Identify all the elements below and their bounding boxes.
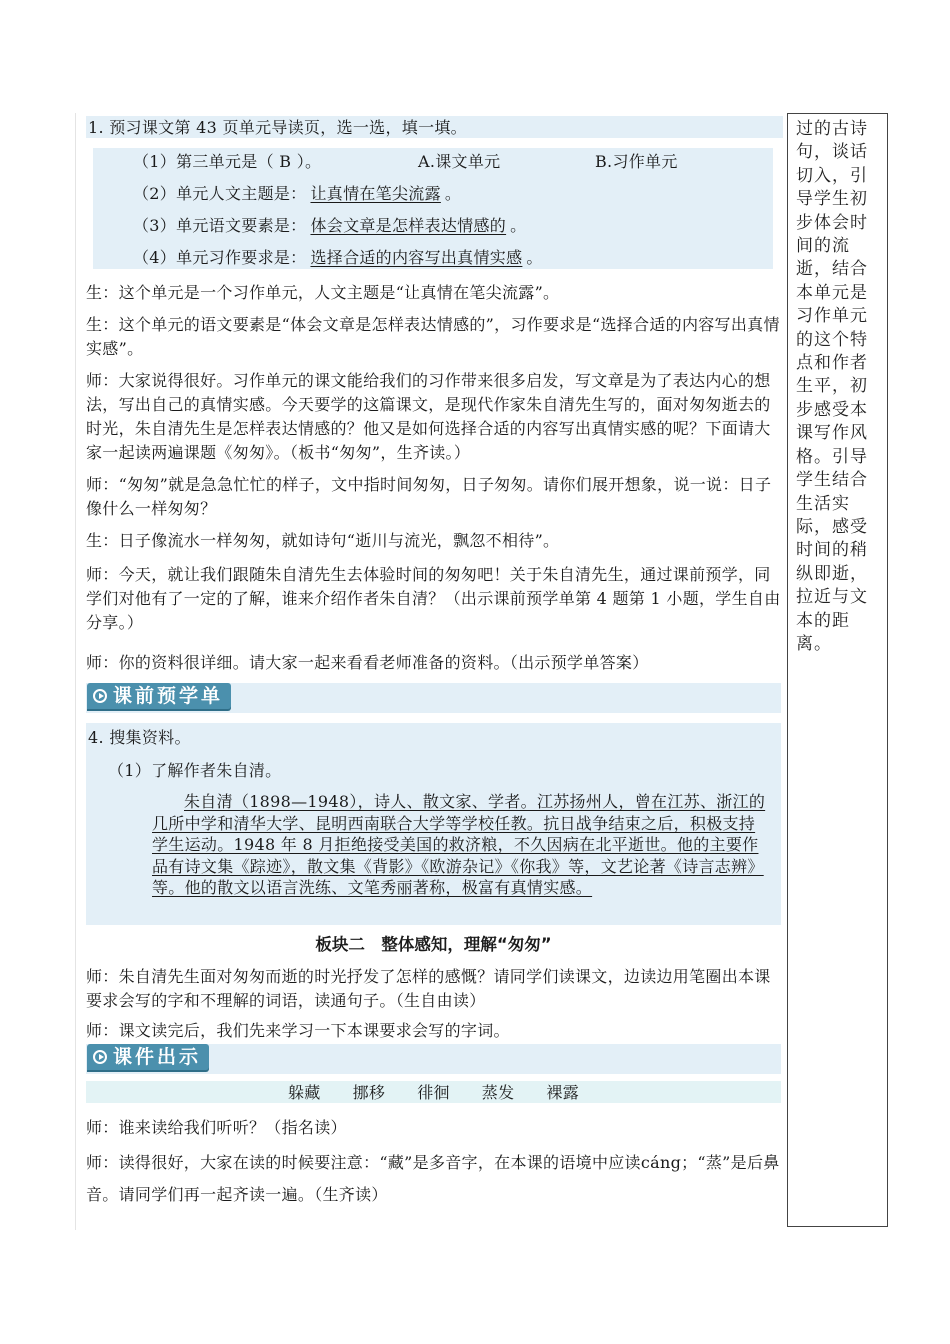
dialogue-line: 师：谁来读给我们听听？（指名读） xyxy=(86,1118,347,1137)
punct: 。 xyxy=(444,184,462,203)
dialogue-line: 生：这个单元是一个习作单元，人文主题是“让真情在笔尖流露”。 xyxy=(86,283,560,302)
banner-label: 课件出示 xyxy=(113,1046,202,1068)
dialogue-line: 师：你的资料很详细。请大家一起来看看老师准备的资料。（出示预学单答案） xyxy=(86,653,649,672)
banner-row-preview xyxy=(86,683,781,713)
punct: 。 xyxy=(510,216,527,235)
banner-courseware xyxy=(87,1044,209,1070)
q1-item-2-prefix: （2）单元人文主题是： xyxy=(133,184,307,203)
option-b: B.习作单元 xyxy=(595,152,678,171)
q1-answer-box xyxy=(93,148,773,269)
dialogue-line: 师：朱自清先生面对匆匆而逝的时光抒发了怎样的感慨？请同学们读课文，边读边用笔圈出本课要求会写的字和不理解的词语，读通句子。（生自由读） xyxy=(86,967,771,1010)
q1-item-1-prefix: （1）第三单元是（ B ）。 xyxy=(133,152,322,171)
option-a: A.课文单元 xyxy=(418,152,501,171)
q4-box xyxy=(86,723,781,925)
vocab-word: 躲藏 xyxy=(287,1083,321,1102)
dialogue-line: 师：课文读完后，我们先来学习一下本课要求会写的字词。 xyxy=(86,1021,510,1040)
q1-item-2 xyxy=(133,182,461,206)
teaching-note-text: 过的古诗句，谈话切入，引导学生初步体会时间的流逝，结合本单元是习作单元的这个特点和作者生平，初步感受本课写作风格。引导学生结合生活实际，感受时间的稍纵即逝，拉近与文本的距离。 xyxy=(796,119,868,654)
dialogue-line: 师：读得很好，大家在读的时候要注意：“藏”是多音字，在本课的语境中应读cáng；“蒸”是后鼻音。请同学们再一起齐读一遍。（生齐读） xyxy=(86,1153,780,1204)
vocab-row xyxy=(86,1081,781,1103)
dialogue-line: 师：今天，就让我们跟随朱自清先生去体验时间的匆匆吧！关于朱自清先生，通过课前预学，同学们对他有了一定的了解，谁来介绍作者朱自清？（出示课前预学单第 4 题第 1 小题，学生自由分享。） xyxy=(86,565,781,632)
answer-blank: 让真情在笔尖流露 xyxy=(310,184,441,203)
banner-row-courseware xyxy=(86,1044,781,1074)
lesson-main-column xyxy=(75,113,781,1230)
teaching-note-box xyxy=(787,113,888,1227)
dialogue-line: 师：大家说得很好。习作单元的课文能给我们的习作带来很多启发，写文章是为了表达内心的想法，写出自己的真情实感。今天要学的这篇课文，是现代作家朱自清先生写的，面对匆匆逝去的时光，朱自清先生是怎样表达情感的？他又是如何选择合适的内容写出真情实感的呢？下面请大家一起读两遍课题《匆匆》。（板书“匆匆”，生齐读。） xyxy=(86,371,771,462)
vocab-word: 蒸发 xyxy=(481,1083,515,1102)
dialogue-line: 生：这个单元的语文要素是“体会文章是怎样表达情感的”，习作要求是“选择合适的内容写出真情实感”。 xyxy=(86,315,780,358)
q1-item-3-prefix: （3）单元语文要素是： xyxy=(133,216,307,235)
play-circle-icon xyxy=(93,689,107,703)
banner-label: 课前预学单 xyxy=(113,685,224,707)
answer-blank: 选择合适的内容写出真情实感 xyxy=(310,248,523,267)
vocab-word: 裸露 xyxy=(546,1083,580,1102)
answer-blank: 体会文章是怎样表达情感的 xyxy=(310,216,507,235)
vocab-word: 徘徊 xyxy=(417,1083,450,1102)
q1-item-4 xyxy=(133,246,543,270)
section-heading: 板块二 整体感知，理解“匆匆” xyxy=(315,935,552,954)
q1-item-3 xyxy=(133,214,526,238)
vocab-word: 挪移 xyxy=(352,1083,386,1102)
author-bio: 朱自清（1898—1948），诗人、散文家、学者。江苏扬州人，曾在江苏、浙江的几所中学和清华大学、昆明西南联合大学等学校任教。抗日战争结束之后，积极支持学生运动。1948 年 8 月拒绝接受美国的救济粮，不久因病在北平逝世。他的主要作品有诗文集《踪迹》，散文集《背影》《欧游杂记》《你我》等，文艺论著《诗言志辨》等。他的散文以语言洗练、文笔秀丽著称，极富有真情实感。 xyxy=(152,792,766,897)
play-circle-icon xyxy=(93,1050,107,1064)
q1-item-1 xyxy=(133,150,321,174)
q1-item-4-prefix: （4）单元习作要求是： xyxy=(133,248,307,267)
q1-title: 1. 预习课文第 43 页单元导读页，选一选，填一填。 xyxy=(86,116,783,138)
q4-sub: （1）了解作者朱自清。 xyxy=(108,761,282,780)
punct: 。 xyxy=(526,248,543,267)
dialogue-line: 生：日子像流水一样匆匆，就如诗句“逝川与流光，飘忽不相待”。 xyxy=(86,531,560,550)
q4-title: 4. 搜集资料。 xyxy=(88,728,191,747)
banner-preview-sheet xyxy=(87,683,231,709)
dialogue-line: 师：“匆匆”就是急急忙忙的样子，文中指时间匆匆，日子匆匆。请你们展开想象，说一说：日子像什么一样匆匆？ xyxy=(86,475,772,518)
